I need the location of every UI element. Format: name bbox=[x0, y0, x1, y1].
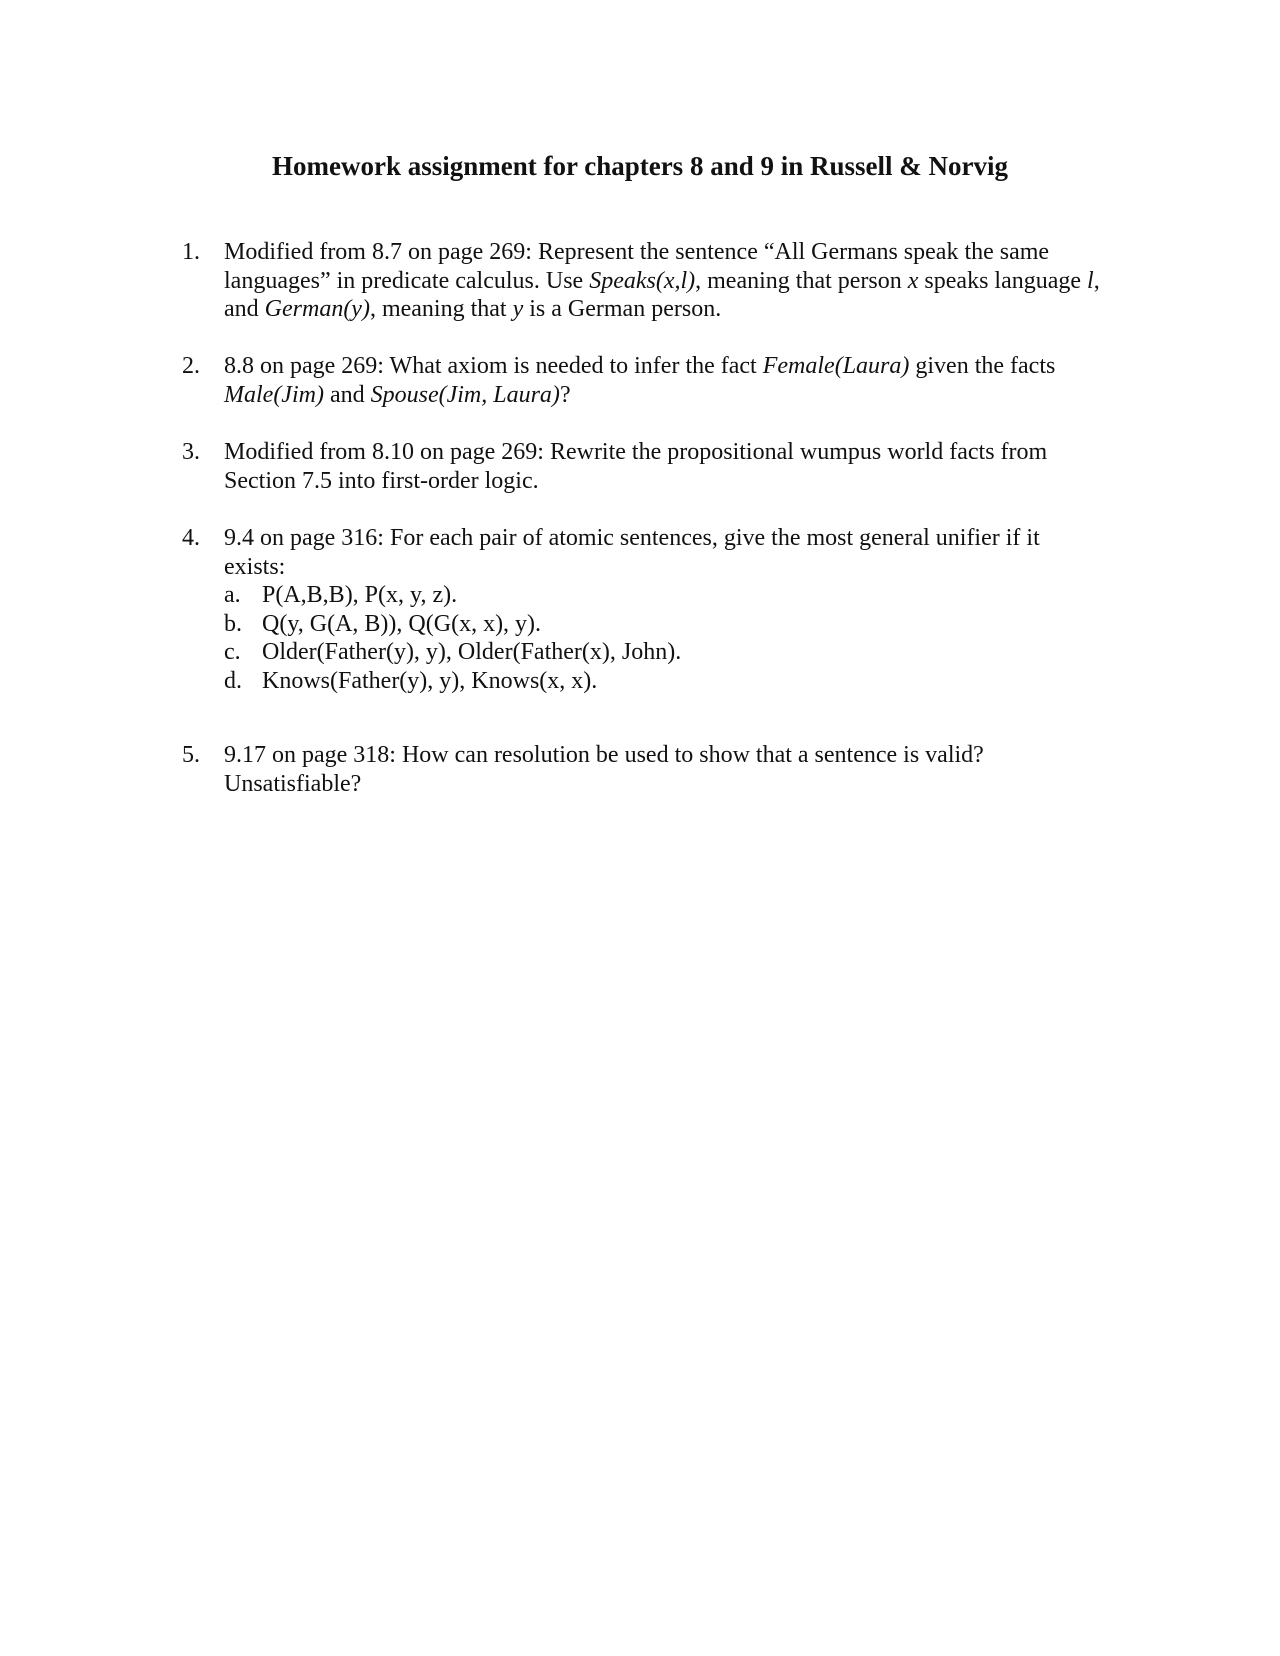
sub-item-text: Knows(Father(y), y), Knows(x, x). bbox=[262, 667, 598, 694]
sub-item-letter: d. bbox=[224, 667, 242, 694]
item-text: 9.4 on page 316: For each pair of atomic sentences, give the most general unifier if it exists: bbox=[224, 525, 1040, 580]
list-item-3 bbox=[182, 438, 1102, 495]
sub-item-a bbox=[182, 581, 1102, 610]
variable-l: l bbox=[1087, 267, 1094, 294]
formula-female: Female(Laura) bbox=[762, 353, 910, 379]
list-item-5 bbox=[182, 741, 1102, 798]
formula-male: Male(Jim) bbox=[224, 381, 324, 408]
item-number: 1. bbox=[182, 239, 200, 265]
item-text: 9.17 on page 318: How can resolution be used to show that a sentence is valid? Unsatisfiable? bbox=[224, 742, 984, 797]
list-item-1 bbox=[182, 238, 1102, 324]
sub-item-d bbox=[182, 667, 1102, 696]
list-item-4 bbox=[182, 524, 1102, 695]
item-number: 5. bbox=[182, 742, 200, 768]
item-number: 4. bbox=[182, 525, 200, 551]
sub-item-text: Older(Father(y), y), Older(Father(x), John). bbox=[262, 639, 682, 665]
sub-item-letter: a. bbox=[224, 582, 241, 608]
variable-y: y bbox=[512, 296, 524, 322]
item-text: 8.8 on page 269: What axiom is needed to infer the fact Female(Laura) given the facts Male(Jim) and Spouse(Jim, Laura)? bbox=[224, 353, 1056, 408]
formula-spouse: Spouse(Jim, Laura) bbox=[370, 381, 560, 408]
document-title: Homework assignment for chapters 8 and 9 in Russell & Norvig bbox=[271, 151, 1008, 181]
sub-item-text: Q(y, G(A, B)), Q(G(x, x), y). bbox=[262, 610, 542, 637]
sub-item-text: P(A,B,B), P(x, y, z). bbox=[262, 582, 458, 608]
sub-item-c bbox=[182, 638, 1102, 667]
item-number: 2. bbox=[182, 353, 200, 379]
sub-item-letter: c. bbox=[224, 639, 241, 665]
item-number: 3. bbox=[182, 439, 200, 465]
formula-german: German(y) bbox=[264, 296, 370, 322]
sub-item-b bbox=[182, 610, 1102, 639]
sub-item-letter: b. bbox=[224, 610, 242, 637]
formula-speaks: Speaks(x,l) bbox=[589, 267, 696, 294]
item-text: Modified from 8.7 on page 269: Represent the sentence “All Germans speak the same languages” in predicate calculus. Use Speaks(x,l), meaning that person x speaks language l, and German(y), meaning that y is a German person. bbox=[224, 239, 1100, 322]
item-text: Modified from 8.10 on page 269: Rewrite the propositional wumpus world facts from Section 7.5 into first-order logic. bbox=[224, 439, 1048, 494]
variable-x: x bbox=[907, 267, 919, 294]
list-item-2 bbox=[182, 352, 1102, 409]
